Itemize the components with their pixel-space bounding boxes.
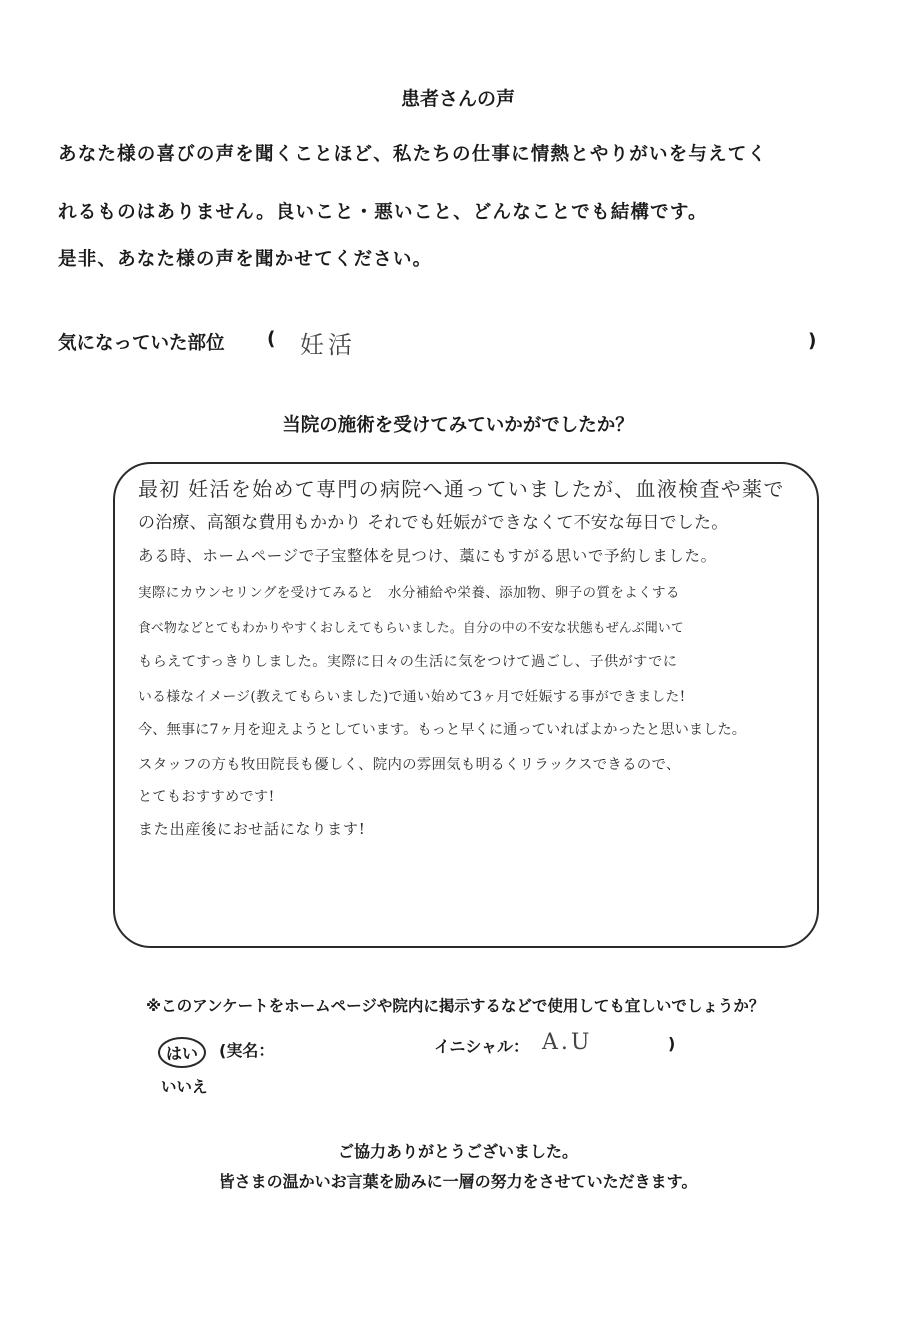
- answer-line-2: の治療、高額な費用もかかり それでも妊娠ができなくて不安な毎日でした。: [138, 513, 729, 533]
- thanks-line-1: ご協力ありがとうございました。: [337, 1142, 578, 1161]
- intro-line-3: 是非、あなた様の声を聞かせてください。: [58, 249, 433, 270]
- question-heading: 当院の施術を受けてみていかがでしたか？: [282, 415, 634, 436]
- answer-line-9: スタッフの方も牧田院長も優しく、院内の雰囲気も明るくリラックスできるので、: [138, 757, 681, 773]
- page-title: 患者さんの声: [400, 88, 515, 110]
- concern-label: 気になっていた部位: [58, 333, 225, 354]
- answer-line-4: 実際にカウンセリングを受けてみると 水分補給や栄養、添加物、卵子の質をよくする: [138, 585, 680, 601]
- answer-line-10: とてもおすすめです!: [138, 789, 275, 805]
- answer-line-11: また出産後におせ話になります!: [138, 820, 366, 838]
- answer-line-3: ある時、ホームページで子宝整体を見つけ、藁にもすがる思いで予約しました。: [138, 547, 717, 565]
- concern-paren-close: ): [808, 331, 817, 352]
- answer-line-6: もらえてすっきりしました。実際に日々の生活に気をつけて過ごし、子供がすでに: [138, 654, 678, 670]
- thanks-line-2: 皆さまの温かいお言葉を励みに一層の努力をさせていただきます。: [218, 1172, 698, 1191]
- answer-line-5: 食べ物などとてもわかりやすくおしえてもらいました。自分の中の不安な状態もぜんぶ聞いて: [138, 621, 684, 636]
- concern-value: 妊活: [300, 331, 356, 359]
- answer-box: [113, 462, 819, 948]
- intro-line-1: あなた様の喜びの声を聞くことほど、私たちの仕事に情熱とやりがいを与えてく: [58, 144, 768, 165]
- concern-paren-open: (: [267, 329, 276, 350]
- consent-notice: ※このアンケートをホームページや院内に掲示するなどで使用しても宜しいでしょうか？: [146, 997, 765, 1015]
- realname-label: (実名：: [219, 1041, 275, 1060]
- answer-line-7: いる様なイメージ(教えてもらいました)で通い始めて3ヶ月で妊娠する事ができました!: [138, 689, 686, 705]
- answer-line-8: 今、無事に7ヶ月を迎えようとしています。もっと早くに通っていればよかったと思いました。: [138, 722, 747, 738]
- initial-paren-close: ): [668, 1034, 676, 1053]
- initial-label: イニシャル：: [434, 1037, 530, 1056]
- initial-value: A.U: [542, 1030, 593, 1055]
- answer-line-1: 最初 妊活を始めて専門の病院へ通っていましたが、血液検査や薬で: [138, 477, 785, 501]
- consent-no-option[interactable]: いいえ: [161, 1078, 208, 1096]
- consent-yes-option[interactable]: はい: [158, 1037, 206, 1068]
- intro-line-2: れるものはありません。良いこと・悪いこと、どんなことでも結構です。: [58, 202, 708, 223]
